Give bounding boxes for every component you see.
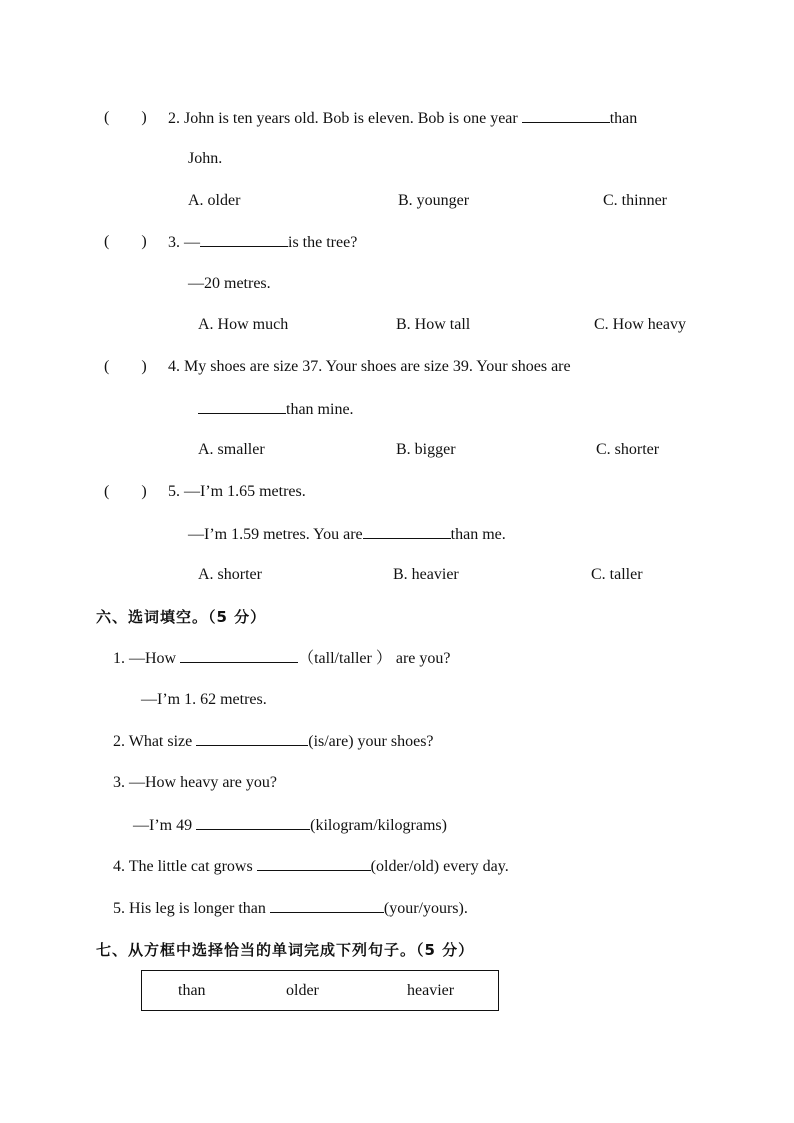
answer-blank[interactable] xyxy=(200,232,288,247)
question-number: 4. xyxy=(168,358,180,375)
fill-blank[interactable] xyxy=(257,856,371,871)
paren-open: ( xyxy=(104,233,110,250)
section-7-heading: 七、从方框中选择恰当的单词完成下列句子。（5 分） xyxy=(96,941,475,959)
question-text: My shoes are size 37. Your shoes are size 39. Your shoes are xyxy=(184,358,571,375)
question-number: 5. xyxy=(168,483,180,500)
paren-close: ) xyxy=(141,483,147,500)
answer-blank[interactable] xyxy=(198,399,286,414)
option-b[interactable]: B. bigger xyxy=(396,441,456,458)
paren-close: ) xyxy=(141,233,147,250)
question-text: — xyxy=(184,234,200,251)
question-4-line2 xyxy=(198,399,354,420)
question-2-line1 xyxy=(168,108,637,129)
option-a[interactable]: A. How much xyxy=(198,316,289,333)
option-c[interactable]: C. thinner xyxy=(603,192,667,209)
question-number: 2. xyxy=(168,110,180,127)
option-a[interactable]: A. older xyxy=(188,192,241,209)
paren-open: ( xyxy=(104,109,110,126)
paren-close: ) xyxy=(141,109,147,126)
answer-paren-q4[interactable] xyxy=(104,357,147,377)
fill-blank[interactable] xyxy=(270,898,384,913)
question-text: —I’m 1.59 metres. You are xyxy=(188,526,363,543)
answer-blank[interactable] xyxy=(363,524,451,539)
question-4-line1 xyxy=(168,357,571,377)
item-text: —I’m 49 xyxy=(133,817,193,834)
word-bank-item: heavier xyxy=(407,982,455,999)
question-text: is the tree? xyxy=(288,234,358,251)
item-hint: （tall/taller ） are you? xyxy=(298,650,451,667)
question-text: than xyxy=(609,110,638,127)
item-text: 4. The little cat grows xyxy=(113,858,253,875)
fill-item-3-answer xyxy=(133,815,447,836)
question-3-line1 xyxy=(168,232,357,253)
paren-open: ( xyxy=(104,483,110,500)
fill-item-3: 3. —How heavy are you? xyxy=(113,774,277,791)
fill-blank[interactable] xyxy=(180,648,298,663)
word-bank-item: older xyxy=(286,982,319,999)
question-number: 3. xyxy=(168,234,180,251)
paren-close: ) xyxy=(141,358,147,375)
option-a[interactable]: A. smaller xyxy=(198,441,265,458)
question-2-line2: John. xyxy=(188,150,223,167)
item-hint: (your/yours). xyxy=(383,900,468,917)
option-c[interactable]: C. shorter xyxy=(596,441,660,458)
option-a[interactable]: A. shorter xyxy=(198,566,262,583)
answer-blank[interactable] xyxy=(522,108,610,123)
question-text: than me. xyxy=(450,526,506,543)
item-hint: (kilogram/kilograms) xyxy=(310,817,447,834)
fill-blank[interactable] xyxy=(196,815,310,830)
fill-item-1-answer: —I’m 1. 62 metres. xyxy=(141,691,267,708)
fill-item-5 xyxy=(113,898,468,919)
word-bank-box xyxy=(141,970,499,1011)
option-b[interactable]: B. heavier xyxy=(393,566,459,583)
option-c[interactable]: C. taller xyxy=(591,566,643,583)
paren-open: ( xyxy=(104,358,110,375)
question-5-line1 xyxy=(168,482,306,502)
item-hint: (older/old) every day. xyxy=(370,858,509,875)
word-bank-item: than xyxy=(178,982,206,999)
fill-item-4 xyxy=(113,856,509,877)
question-text: John is ten years old. Bob is eleven. Bob is one year xyxy=(184,110,518,127)
item-text: 1. —How xyxy=(113,650,177,667)
option-c[interactable]: C. How heavy xyxy=(594,316,686,333)
question-text: than mine. xyxy=(286,401,354,418)
section-6-heading: 六、选词填空。（5 分） xyxy=(96,608,267,626)
answer-paren-q5[interactable] xyxy=(104,482,147,502)
option-b[interactable]: B. How tall xyxy=(396,316,471,333)
fill-item-1 xyxy=(113,648,451,669)
question-text: —I’m 1.65 metres. xyxy=(184,483,306,500)
answer-paren-q2[interactable] xyxy=(104,108,147,128)
fill-blank[interactable] xyxy=(196,731,308,746)
item-text: 5. His leg is longer than xyxy=(113,900,266,917)
item-hint: (is/are) your shoes? xyxy=(308,733,434,750)
item-text: 2. What size xyxy=(113,733,193,750)
answer-paren-q3[interactable] xyxy=(104,232,147,252)
question-3-line2: —20 metres. xyxy=(188,275,271,292)
fill-item-2 xyxy=(113,731,434,752)
option-b[interactable]: B. younger xyxy=(398,192,470,209)
question-5-line2 xyxy=(188,524,506,545)
